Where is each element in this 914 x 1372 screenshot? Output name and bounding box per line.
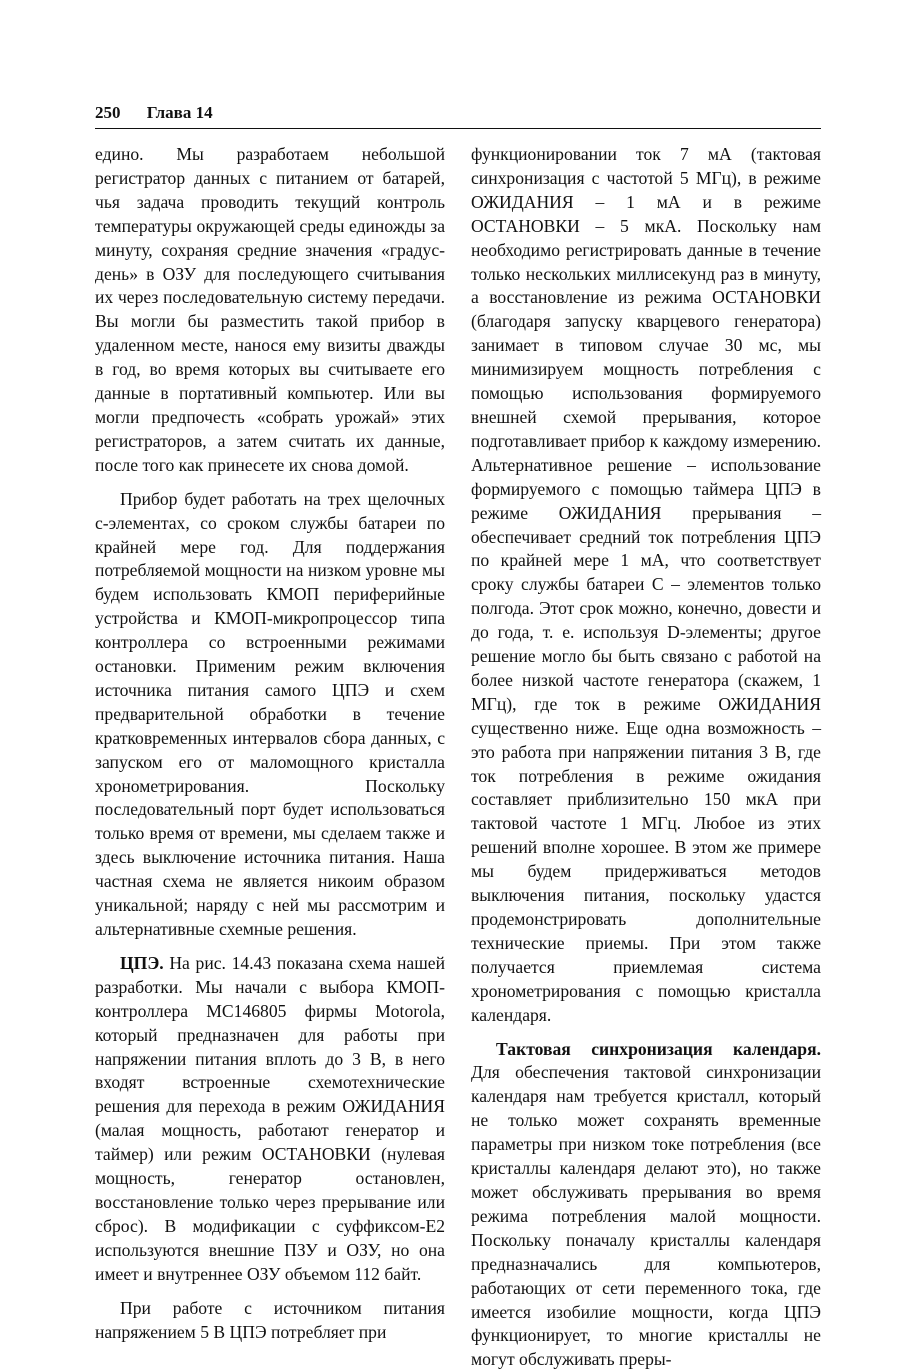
page-number: 250: [95, 103, 121, 122]
run-in-heading: ЦПЭ.: [120, 952, 164, 973]
paragraph: едино. Мы разработаем небольшой регистратор данных с питанием от батарей, чья задача проводить текущий контроль температуры окружающей среды единожды за минуту, сохраняя средние значения «градус-день» в ОЗУ для последующего считывания их через последовательную систему передачи. Вы могли бы разместить такой прибор в удаленном месте, нанося ему визиты дважды в год, во время которых вы считываете его данные в портативный компьютер. Или вы могли предпочесть «собрать урожай» этих регистраторов, а затем считать их данные, после того как принесете их снова домой.: [95, 144, 445, 475]
running-header: [95, 103, 821, 123]
chapter-title: Глава 14: [146, 103, 213, 122]
paragraph: [471, 1038, 821, 1372]
paragraph-text: Для обеспечения тактовой синхронизации календаря нам требуется кристалл, который не только может сохранять временные параметры при низком токе потребления (все кристаллы календаря делают это), но также может обслуживать прерывания во время режима потребления малой мощности. Поскольку поначалу кристаллы календаря предназначались для компьютеров, работающих от сети переменного тока, где имеется изобилие мощности, когда ЦПЭ функционирует, то многие кристаллы не могут обслуживать преры-: [471, 1062, 821, 1370]
run-in-heading: Тактовая синхронизация календаря.: [496, 1038, 821, 1059]
paragraph: функционировании ток 7 мА (тактовая синхронизация с частотой 5 МГц), в режиме ОЖИДАНИЯ – 1 мА и в режиме ОСТАНОВКИ – 5 мкА. Поскольку нам необходимо регистрировать данные в течение только нескольких миллисекунд раз в минуту, а восстановление из режима ОСТАНОВКИ (благодаря запуску кварцевого генератора) занимает в типовом случае 30 мс, мы минимизируем мощность потребления с помощью использования формируемого внешней схемой прерывания, которое подготавливает прибор к каждому измерению. Альтернативное решение – использование формируемого с помощью таймера ЦПЭ в режиме ОЖИДАНИЯ прерывания – обеспечивает средний ток потребления ЦПЭ по крайней мере 1 мА, что соответствует сроку службы батареи С – элементов только полгода. Этот срок можно, конечно, довести и до года, т. е. используя D-элементы; другое решение могло бы быть связано с работой на более низкой частоте генератора (скажем, 1 МГц), где ток в режиме ОЖИДАНИЯ существенно ниже. Еще одна возможность – это работа при напряжении питания 3 В, где ток потребления в режиме ожидания составляет приблизительно 150 мкА при тактовой частоте 1 МГц. Любое из этих решений вполне хорошее. В этом же примере мы будем придерживаться методов выключения питания, поскольку удастся продемонстрировать дополнительные технические приемы. При этом также получается приемлемая система хронометрирования с помощью кристалла календаря.: [471, 144, 821, 1025]
paragraph: [95, 952, 445, 1287]
paragraph: Прибор будет работать на трех щелочных с-элементах, со сроком службы батареи по крайней мере год. Для поддержания потребляемой мощности на низком уровне мы будем использовать КМОП периферийные устройства и КМОП-микропроцессор типа контроллера со встроенными режимами остановки. Применим режим включения источника питания самого ЦПЭ и схем предварительной обработки в течение кратковременных интервалов сбора данных, с запуском его от маломощного кристалла хронометрирования. Поскольку последовательный порт будет использоваться только время от времени, мы сделаем также и здесь выключение источника питания. Наша частная схема не является никоим образом уникальной; наряду с ней мы рассмотрим и альтернативные схемные решения.: [95, 488, 445, 939]
header-rule: [95, 128, 821, 129]
paragraph-text: На рис. 14.43 показана схема нашей разработки. Мы начали с выбора КМОП-контроллера МС146805 фирмы Motorola, который предназначен для работы при напряжении питания вплоть до 3 В, в него входят встроенные схемотехнические решения для перехода в режим ОЖИДАНИЯ (малая мощность, работают генератор и таймер) или режим ОСТАНОВКИ (нулевая мощность, генератор остановлен, восстановление только через прерывание или сброс). В модификации с суффиксом-Е2 используются внешние ПЗУ и ОЗУ, но она имеет и внутреннее ОЗУ объемом 112 байт.: [95, 952, 445, 1284]
left-column: [95, 143, 445, 1344]
right-column: [471, 143, 821, 1372]
paragraph: При работе с источником питания напряжением 5 В ЦПЭ потребляет при: [95, 1297, 445, 1342]
